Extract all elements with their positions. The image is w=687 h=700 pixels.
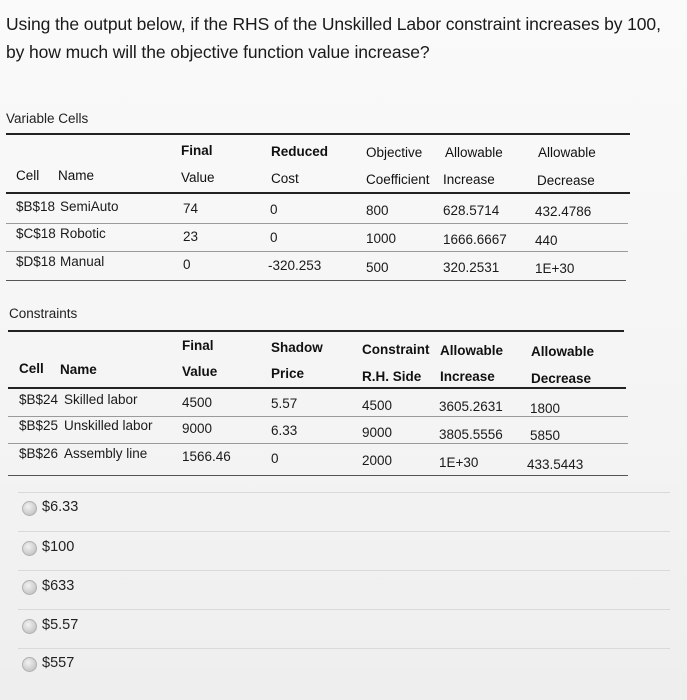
question-text: Using the output below, if the RHS of the Unskilled Labor constraint increases by 100, by how much will the objective function value increase? [6, 14, 661, 62]
c-row1-name: Skilled labor [64, 392, 138, 407]
option-label: $5.57 [42, 617, 79, 633]
option-label: $633 [42, 578, 75, 594]
c-header-allow-dec-1: Allowable [531, 344, 595, 359]
vc-header-objective-1: Objective [366, 145, 423, 160]
c-row3-rhs: 2000 [362, 453, 393, 468]
variable-cells-top-rule [6, 133, 630, 135]
vc-row1-name: SemiAuto [60, 199, 119, 214]
c-row2-shadow: 6.33 [271, 423, 298, 438]
c-row1-cell: $B$24 [19, 392, 59, 407]
vc-row1-cell: $B$18 [16, 199, 56, 214]
option-divider [18, 531, 670, 532]
c-row3-final: 1566.46 [182, 449, 231, 464]
c-header-shadow-2: Price [271, 366, 305, 381]
c-row1-shadow: 5.57 [271, 396, 298, 411]
c-header-final-2: Value [182, 364, 218, 379]
vc-row1-coef: 800 [366, 203, 389, 218]
c-header-cell: Cell [19, 361, 44, 376]
vc-header-final-2: Value [181, 170, 215, 185]
vc-header-allow-dec-2: Decrease [537, 173, 595, 188]
c-header-final-1: Final [182, 338, 214, 353]
radio-button[interactable] [22, 541, 37, 556]
c-row2-inc: 3805.5556 [439, 427, 503, 442]
vc-header-allow-inc-2: Increase [443, 172, 495, 187]
vc-row3-reduced: -320.253 [268, 258, 322, 273]
variable-cells-title: Variable Cells [6, 111, 89, 126]
c-row3-inc: 1E+30 [439, 455, 479, 470]
c-header-allow-inc-2: Increase [440, 369, 495, 384]
variable-cells-header-rule [6, 192, 630, 194]
c-row2-cell: $B$25 [19, 418, 59, 433]
vc-row3-cell: $D$18 [16, 254, 56, 269]
c-row1-inc: 3605.2631 [439, 399, 503, 414]
vc-row2-cell: $C$18 [16, 226, 56, 241]
vc-row1-final: 74 [183, 201, 199, 216]
c-header-allow-dec-2: Decrease [531, 371, 592, 386]
option-1[interactable] [0, 501, 687, 539]
c-row1-rule [8, 416, 628, 417]
vc-header-allow-inc-1: Allowable [445, 145, 503, 160]
vc-row1-rule [6, 223, 628, 224]
vc-header-name: Name [58, 168, 95, 183]
radio-button[interactable] [22, 619, 37, 634]
radio-button[interactable] [22, 657, 37, 672]
vc-row2-name: Robotic [60, 226, 106, 241]
option-5[interactable] [0, 657, 687, 695]
variable-cells-bottom-rule [6, 280, 626, 281]
vc-row3-name: Manual [60, 254, 105, 269]
vc-row2-rule [6, 251, 628, 252]
vc-row3-dec: 1E+30 [535, 261, 575, 276]
constraints-header-rule [8, 387, 626, 389]
vc-row2-dec: 440 [535, 233, 558, 248]
option-label: $6.33 [42, 499, 79, 515]
c-row3-shadow: 0 [271, 451, 279, 466]
vc-row1-reduced: 0 [270, 202, 278, 217]
c-row1-final: 4500 [182, 395, 213, 410]
options-divider-top [18, 492, 670, 493]
c-header-shadow-1: Shadow [271, 340, 323, 355]
c-header-constraint-2: R.H. Side [362, 369, 422, 384]
vc-header-reduced-2: Cost [271, 171, 299, 186]
vc-row3-inc: 320.2531 [443, 260, 500, 275]
option-4[interactable] [0, 619, 687, 657]
constraints-bottom-rule [8, 475, 628, 476]
c-header-name: Name [60, 362, 97, 377]
option-divider [18, 570, 670, 571]
vc-row3-coef: 500 [366, 260, 389, 275]
vc-row3-final: 0 [183, 257, 191, 272]
c-row1-dec: 1800 [530, 401, 561, 416]
vc-header-objective-2: Coefficient [366, 172, 430, 187]
vc-header-reduced-1: Reduced [271, 144, 329, 159]
vc-header-allow-dec-1: Allowable [538, 145, 596, 160]
option-divider [18, 609, 670, 610]
vc-row2-final: 23 [183, 229, 199, 244]
c-row2-name: Unskilled labor [64, 418, 153, 433]
option-label: $100 [42, 539, 75, 555]
c-row2-final: 9000 [182, 421, 213, 436]
vc-row2-inc: 1666.6667 [443, 232, 507, 247]
radio-button[interactable] [22, 580, 37, 595]
constraints-top-rule [8, 330, 624, 332]
vc-header-cell: Cell [16, 168, 40, 183]
vc-row1-inc: 628.5714 [443, 203, 500, 218]
c-row3-cell: $B$26 [19, 446, 59, 461]
vc-row2-coef: 1000 [366, 231, 397, 246]
c-row2-dec: 5850 [530, 428, 561, 443]
c-row2-rule [8, 443, 628, 444]
vc-row1-dec: 432.4786 [535, 204, 592, 219]
option-label: $557 [42, 655, 75, 671]
c-row3-dec: 433.5443 [527, 457, 584, 472]
option-divider [18, 648, 670, 649]
c-header-constraint-1: Constraint [362, 342, 430, 357]
c-row1-rhs: 4500 [362, 398, 393, 413]
option-2[interactable] [0, 541, 687, 579]
vc-row2-reduced: 0 [270, 230, 278, 245]
c-row2-rhs: 9000 [362, 425, 393, 440]
option-3[interactable] [0, 580, 687, 618]
vc-header-final-1: Final [181, 143, 213, 158]
constraints-title: Constraints [9, 306, 78, 321]
c-row3-name: Assembly line [64, 446, 148, 461]
radio-button[interactable] [22, 501, 37, 516]
c-header-allow-inc-1: Allowable [440, 343, 504, 358]
